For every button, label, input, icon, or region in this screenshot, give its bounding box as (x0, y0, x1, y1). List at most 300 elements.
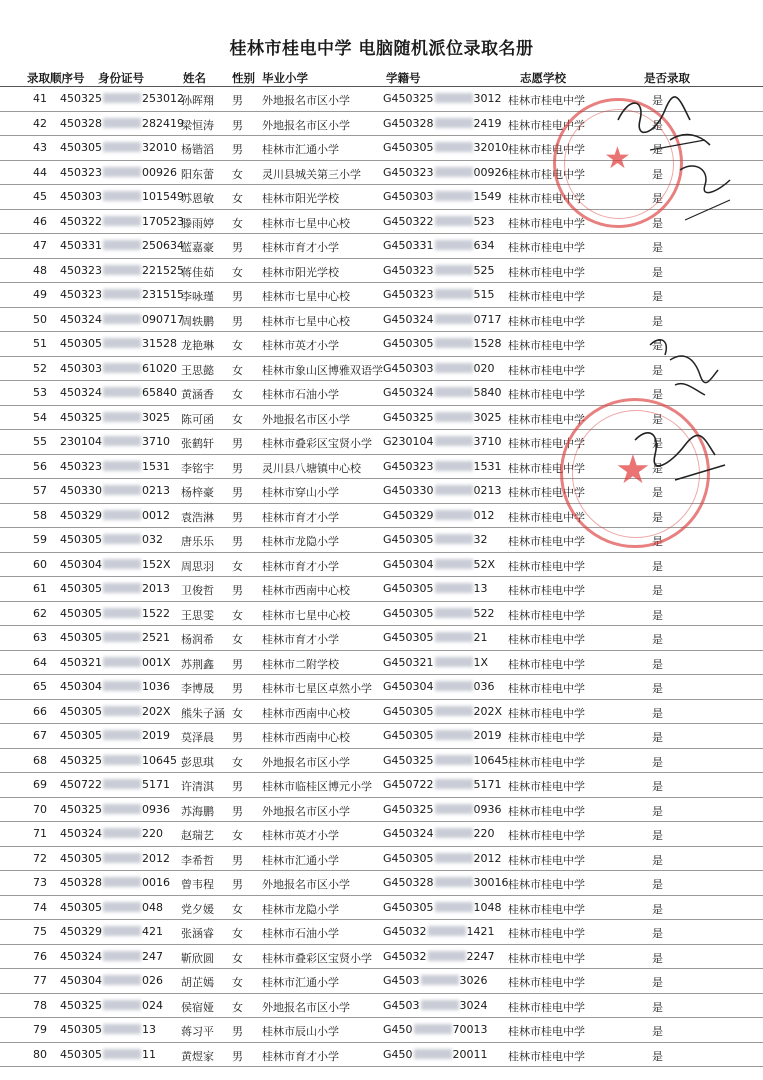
redaction-icon (103, 804, 141, 814)
cell-name: 王思雯 (181, 608, 214, 622)
table-row (0, 283, 763, 308)
cell-xueji-suffix: 515 (473, 288, 495, 301)
cell-id-prefix: 450328 (60, 116, 102, 130)
cell-admitted: 是 (652, 657, 663, 671)
cell-xueji (383, 264, 495, 277)
cell-gender: 男 (232, 510, 243, 524)
cell-admitted: 是 (652, 290, 663, 303)
cell-seq: 78 (33, 998, 47, 1012)
redaction-icon (435, 853, 473, 863)
cell-xueji (383, 999, 488, 1012)
cell-admitted: 是 (652, 780, 663, 793)
cell-xueji-prefix: G450305 (383, 631, 434, 644)
cell-id (60, 1048, 156, 1061)
cell-gender: 男 (232, 118, 243, 132)
redaction-icon (435, 461, 473, 471)
redaction-icon (435, 387, 473, 397)
redaction-icon (435, 755, 473, 765)
cell-xueji-suffix: 21 (473, 631, 488, 644)
cell-seq: 76 (33, 949, 47, 963)
redaction-icon (435, 191, 473, 201)
cell-seq: 65 (33, 680, 47, 693)
cell-id-prefix: 450305 (60, 729, 102, 742)
table-row (0, 822, 763, 847)
cell-id-prefix: 450325 (60, 998, 102, 1012)
cell-xueji-prefix: G450325 (383, 802, 434, 816)
signature-top-icon (610, 90, 740, 240)
redaction-icon (103, 1000, 141, 1010)
cell-xueji-prefix: G450305 (383, 900, 434, 914)
cell-xueji-suffix: 2247 (466, 949, 495, 963)
cell-xueji (383, 950, 495, 963)
cell-gender: 男 (232, 731, 243, 744)
cell-admitted: 是 (652, 1000, 663, 1014)
cell-seq: 74 (33, 900, 47, 914)
cell-name: 龙艳琳 (181, 339, 214, 352)
cell-id-suffix: 61020 (142, 361, 177, 375)
cell-xueji-suffix: 2419 (473, 116, 502, 130)
cell-admitted: 是 (652, 192, 663, 205)
cell-gender: 男 (232, 437, 243, 450)
cell-wish: 桂林市桂电中学 (508, 1049, 585, 1063)
cell-id (60, 656, 171, 669)
cell-xueji (383, 386, 502, 399)
redaction-icon (103, 240, 141, 250)
cell-wish: 桂林市桂电中学 (508, 731, 585, 744)
cell-gender: 男 (232, 878, 243, 891)
cell-gender: 男 (232, 584, 243, 597)
cell-id-prefix: 450323 (60, 263, 102, 277)
cell-id-prefix: 450304 (60, 557, 102, 571)
cell-id-prefix: 450331 (60, 239, 102, 252)
cell-admitted: 是 (652, 804, 663, 818)
cell-name: 莫泽晨 (181, 731, 214, 744)
cell-xueji (383, 313, 502, 326)
redaction-icon (435, 314, 473, 324)
cell-wish: 桂林市桂电中学 (508, 388, 585, 401)
cell-id-prefix: 450303 (60, 190, 102, 203)
redaction-icon (103, 1024, 141, 1034)
cell-name: 蓝嘉豪 (181, 241, 214, 254)
redaction-icon (103, 583, 141, 593)
redaction-icon (435, 804, 473, 814)
cell-admitted: 是 (652, 584, 663, 597)
cell-xueji-prefix: G450305 (383, 851, 434, 865)
cell-id-prefix: 450325 (60, 92, 102, 105)
cell-id-prefix: 450322 (60, 214, 102, 228)
cell-seq: 61 (33, 582, 47, 595)
cell-gender: 男 (232, 535, 243, 548)
cell-gender: 女 (232, 608, 243, 622)
cell-school: 桂林市汇通小学 (262, 143, 339, 156)
cell-wish: 桂林市桂电中学 (508, 780, 585, 793)
cell-gender: 男 (232, 314, 243, 328)
cell-school: 桂林市西南中心校 (262, 706, 350, 720)
cell-school: 桂林市穿山小学 (262, 486, 339, 499)
cell-gender: 女 (232, 339, 243, 352)
cell-xueji-suffix: 1549 (473, 190, 502, 203)
cell-id (60, 974, 163, 987)
cell-wish: 桂林市桂电中学 (508, 976, 585, 989)
cell-school: 桂林市石油小学 (262, 388, 339, 401)
cell-id (60, 337, 177, 350)
cell-xueji-prefix: G450324 (383, 386, 434, 399)
cell-school: 外地报名市区小学 (262, 412, 350, 426)
redaction-icon (103, 926, 141, 936)
cell-xueji (383, 484, 502, 497)
cell-id (60, 117, 184, 130)
table-row (0, 945, 763, 970)
cell-id-suffix: 0213 (142, 484, 170, 497)
cell-xueji-prefix: G450 (383, 1047, 413, 1061)
redaction-icon (435, 657, 473, 667)
cell-gender: 男 (232, 290, 243, 303)
cell-seq: 77 (33, 974, 47, 987)
cell-wish: 桂林市桂电中学 (508, 804, 585, 818)
cell-admitted: 是 (652, 118, 663, 132)
cell-name: 胡芷嫣 (181, 976, 214, 989)
cell-xueji-prefix: G450328 (383, 876, 434, 889)
redaction-icon (103, 485, 141, 495)
table-row (0, 308, 763, 333)
cell-xueji-prefix: G450329 (383, 508, 434, 522)
table-row (0, 1043, 763, 1068)
cell-xueji-prefix: G450305 (383, 582, 434, 595)
cell-id-suffix: 2012 (142, 851, 170, 865)
cell-xueji (383, 754, 509, 767)
page-title: 桂林市桂电中学 电脑随机派位录取名册 (229, 39, 534, 59)
cell-id (60, 533, 163, 546)
redaction-icon (414, 1024, 452, 1034)
cell-id-prefix: 230104 (60, 435, 102, 448)
cell-xueji-prefix: G450325 (383, 410, 434, 424)
cell-seq: 54 (33, 410, 47, 424)
cell-name: 孙晖翔 (181, 94, 214, 107)
cell-xueji-suffix: 202X (473, 704, 503, 718)
cell-school: 灵川县城关第三小学 (262, 167, 361, 181)
cell-id-suffix: 0936 (142, 802, 170, 816)
cell-id-prefix: 450305 (60, 631, 102, 644)
cell-gender: 女 (232, 1000, 243, 1014)
cell-xueji-prefix: G450331 (383, 239, 434, 252)
redaction-icon (435, 142, 473, 152)
cell-id-suffix: 11 (142, 1047, 156, 1061)
cell-xueji-prefix: G450304 (383, 557, 434, 571)
cell-xueji (383, 1023, 488, 1036)
cell-gender: 女 (232, 265, 243, 279)
cell-name: 王思懿 (181, 363, 214, 377)
redaction-icon (103, 142, 141, 152)
cell-seq: 47 (33, 239, 47, 252)
redaction-icon (435, 167, 473, 177)
cell-id (60, 313, 184, 326)
cell-id (60, 166, 177, 179)
cell-wish: 桂林市桂电中学 (508, 192, 585, 205)
cell-gender: 男 (232, 804, 243, 818)
cell-id-suffix: 10645 (142, 753, 177, 767)
table-row (0, 1018, 763, 1043)
cell-id (60, 607, 170, 620)
redaction-icon (103, 534, 141, 544)
header-admitted: 是否录取 (644, 71, 690, 85)
cell-xueji-suffix: 036 (473, 680, 495, 693)
cell-id (60, 362, 177, 375)
redaction-icon (435, 559, 473, 569)
cell-xueji-prefix: G450305 (383, 337, 434, 350)
cell-name: 苏恩敏 (181, 192, 214, 205)
cell-school: 桂林市龙隐小学 (262, 535, 339, 548)
cell-admitted: 是 (652, 314, 663, 328)
header-xueji: 学籍号 (386, 71, 421, 85)
cell-gender: 女 (232, 633, 243, 646)
cell-id (60, 729, 170, 742)
redaction-icon (435, 363, 473, 373)
cell-id-prefix: 450305 (60, 1047, 102, 1061)
cell-school: 外地报名市区小学 (262, 94, 350, 107)
redaction-icon (103, 951, 141, 961)
cell-seq: 62 (33, 606, 47, 620)
cell-id-prefix: 450305 (60, 141, 102, 154)
cell-seq: 49 (33, 288, 47, 301)
cell-xueji-suffix: 13 (473, 582, 488, 595)
redaction-icon (103, 632, 141, 642)
cell-xueji (383, 803, 502, 816)
cell-id (60, 1023, 156, 1036)
cell-id-prefix: 450303 (60, 361, 102, 375)
seal-middle-icon: ★ (560, 398, 710, 548)
cell-id-prefix: 450722 (60, 778, 102, 791)
cell-seq: 68 (33, 753, 47, 767)
cell-xueji-prefix: G450 (383, 1023, 413, 1036)
cell-name: 杨锴滔 (181, 143, 214, 156)
cell-gender: 女 (232, 755, 243, 769)
cell-id-prefix: 450324 (60, 386, 102, 399)
cell-wish: 桂林市桂电中学 (508, 951, 585, 965)
cell-id-suffix: 024 (142, 998, 163, 1012)
cell-school: 桂林市七星中心校 (262, 216, 350, 230)
cell-xueji (383, 435, 502, 448)
cell-id (60, 950, 163, 963)
cell-id-prefix: 450325 (60, 753, 102, 767)
cell-school: 桂林市育才小学 (262, 241, 339, 254)
cell-admitted: 是 (652, 559, 663, 573)
cell-wish: 桂林市桂电中学 (508, 461, 585, 475)
cell-name: 苏海鹏 (181, 804, 214, 818)
cell-seq: 70 (33, 802, 47, 816)
cell-wish: 桂林市桂电中学 (508, 265, 585, 279)
cell-id-suffix: 090717 (142, 312, 184, 326)
redaction-icon (435, 118, 473, 128)
cell-school: 桂林市辰山小学 (262, 1025, 339, 1038)
cell-wish: 桂林市桂电中学 (508, 608, 585, 622)
cell-xueji (383, 656, 488, 669)
cell-seq: 73 (33, 876, 47, 889)
cell-wish: 桂林市桂电中学 (508, 829, 585, 842)
cell-xueji-prefix: G450325 (383, 92, 434, 105)
cell-id-suffix: 001X (142, 655, 171, 669)
redaction-icon (103, 828, 141, 838)
table-row (0, 724, 763, 749)
cell-wish: 桂林市桂电中学 (508, 437, 585, 450)
redaction-icon (103, 216, 141, 226)
cell-school: 灵川县八塘镇中心校 (262, 461, 361, 475)
cell-gender: 男 (232, 241, 243, 254)
cell-id (60, 631, 170, 644)
cell-id-prefix: 450305 (60, 337, 102, 350)
cell-wish: 桂林市桂电中学 (508, 412, 585, 426)
cell-xueji-suffix: 020 (473, 361, 495, 375)
cell-id (60, 803, 170, 816)
cell-wish: 桂林市桂电中学 (508, 633, 585, 646)
cell-id-prefix: 450325 (60, 410, 102, 424)
redaction-icon (103, 902, 141, 912)
cell-school: 桂林市西南中心校 (262, 731, 350, 744)
cell-id-suffix: 31528 (142, 337, 177, 350)
cell-seq: 44 (33, 165, 47, 179)
cell-xueji (383, 509, 495, 522)
cell-admitted: 是 (652, 755, 663, 769)
cell-xueji (383, 558, 495, 571)
cell-xueji-suffix: 0936 (473, 802, 502, 816)
cell-school: 桂林市汇通小学 (262, 976, 339, 989)
redaction-icon (103, 853, 141, 863)
cell-xueji-prefix: G450323 (383, 288, 434, 301)
redaction-icon (103, 975, 141, 985)
cell-wish: 桂林市桂电中学 (508, 706, 585, 720)
cell-id (60, 509, 170, 522)
cell-gender: 女 (232, 167, 243, 181)
table-row (0, 847, 763, 872)
cell-school: 桂林市临桂区博元小学 (262, 780, 372, 793)
cell-id-suffix: 026 (142, 974, 163, 987)
cell-admitted: 是 (652, 829, 663, 842)
cell-xueji-suffix: 1421 (466, 925, 495, 938)
cell-xueji-suffix: 1531 (473, 459, 502, 473)
cell-wish: 桂林市桂电中学 (508, 510, 585, 524)
cell-xueji-prefix: G450323 (383, 459, 434, 473)
redaction-icon (435, 412, 473, 422)
cell-wish: 桂林市桂电中学 (508, 486, 585, 499)
table-row (0, 626, 763, 651)
cell-id-suffix: 170523 (142, 214, 184, 228)
table-row (0, 259, 763, 284)
cell-name: 卫俊哲 (181, 584, 214, 597)
cell-name: 黄涵香 (181, 388, 214, 401)
cell-admitted: 是 (652, 878, 663, 891)
cell-admitted: 是 (652, 167, 663, 181)
cell-id (60, 999, 163, 1012)
cell-name: 蒋佳茹 (181, 265, 214, 279)
cell-xueji-suffix: 10645 (473, 753, 509, 767)
cell-seq: 52 (33, 361, 47, 375)
cell-id (60, 827, 163, 840)
cell-wish: 桂林市桂电中学 (508, 559, 585, 573)
cell-xueji-prefix: G450324 (383, 312, 434, 326)
cell-school: 外地报名市区小学 (262, 1000, 350, 1014)
cell-seq: 71 (33, 827, 47, 840)
cell-name: 赵瑞艺 (181, 829, 214, 842)
cell-seq: 53 (33, 386, 47, 399)
cell-xueji (383, 288, 495, 301)
redaction-icon (435, 706, 473, 716)
cell-school: 桂林市叠彩区宝贤小学 (262, 951, 372, 965)
cell-name: 杨梓豪 (181, 486, 214, 499)
table-row (0, 871, 763, 896)
redaction-icon (103, 510, 141, 520)
cell-id (60, 288, 184, 301)
cell-admitted: 是 (652, 265, 663, 279)
cell-gender: 男 (232, 461, 243, 475)
cell-school: 外地报名市区小学 (262, 878, 350, 891)
cell-id-suffix: 247 (142, 949, 163, 963)
redaction-icon (103, 93, 141, 103)
cell-xueji (383, 631, 488, 644)
cell-name: 许清淇 (181, 780, 214, 793)
cell-xueji-prefix: G450324 (383, 827, 434, 840)
redaction-icon (435, 436, 473, 446)
cell-xueji (383, 337, 502, 350)
cell-xueji (383, 778, 502, 791)
cell-name: 侯宿娅 (181, 1000, 214, 1014)
cell-xueji-prefix: G450323 (383, 165, 434, 179)
cell-id-prefix: 450325 (60, 802, 102, 816)
table-row (0, 920, 763, 945)
cell-wish: 桂林市桂电中学 (508, 94, 585, 107)
cell-xueji-prefix: G4503 (383, 974, 420, 987)
cell-admitted: 是 (652, 1049, 663, 1063)
cell-id-suffix: 282419 (142, 116, 184, 130)
cell-id (60, 925, 163, 938)
cell-id-suffix: 1531 (142, 459, 170, 473)
cell-wish: 桂林市桂电中学 (508, 363, 585, 377)
cell-xueji (383, 239, 495, 252)
cell-admitted: 是 (652, 927, 663, 940)
table-row (0, 969, 763, 994)
cell-admitted: 是 (652, 608, 663, 622)
cell-id (60, 680, 170, 693)
cell-xueji (383, 582, 488, 595)
cell-seq: 72 (33, 851, 47, 865)
cell-xueji-suffix: 0213 (473, 484, 502, 497)
cell-school: 桂林市阳光学校 (262, 192, 339, 205)
cell-xueji (383, 411, 502, 424)
cell-seq: 63 (33, 631, 47, 644)
cell-id (60, 92, 184, 105)
cell-xueji-prefix: G450303 (383, 190, 434, 203)
redaction-icon (428, 926, 466, 936)
cell-school: 桂林市阳光学校 (262, 265, 339, 279)
cell-xueji-prefix: G45032 (383, 949, 427, 963)
cell-id-suffix: 048 (142, 900, 163, 914)
cell-wish: 桂林市桂电中学 (508, 1025, 585, 1038)
cell-wish: 桂林市桂电中学 (508, 755, 585, 769)
table-row (0, 773, 763, 798)
redaction-icon (103, 167, 141, 177)
cell-xueji-prefix: G450305 (383, 729, 434, 742)
table-row (0, 700, 763, 725)
cell-xueji (383, 607, 495, 620)
cell-admitted: 是 (652, 951, 663, 965)
cell-id (60, 460, 170, 473)
redaction-icon (435, 877, 473, 887)
cell-id-suffix: 5171 (142, 778, 170, 791)
cell-wish: 桂林市桂电中学 (508, 927, 585, 940)
cell-xueji-suffix: 52X (473, 557, 496, 571)
cell-id (60, 705, 171, 718)
cell-school: 外地报名市区小学 (262, 804, 350, 818)
cell-wish: 桂林市桂电中学 (508, 682, 585, 695)
cell-xueji-prefix: G45032 (383, 925, 427, 938)
